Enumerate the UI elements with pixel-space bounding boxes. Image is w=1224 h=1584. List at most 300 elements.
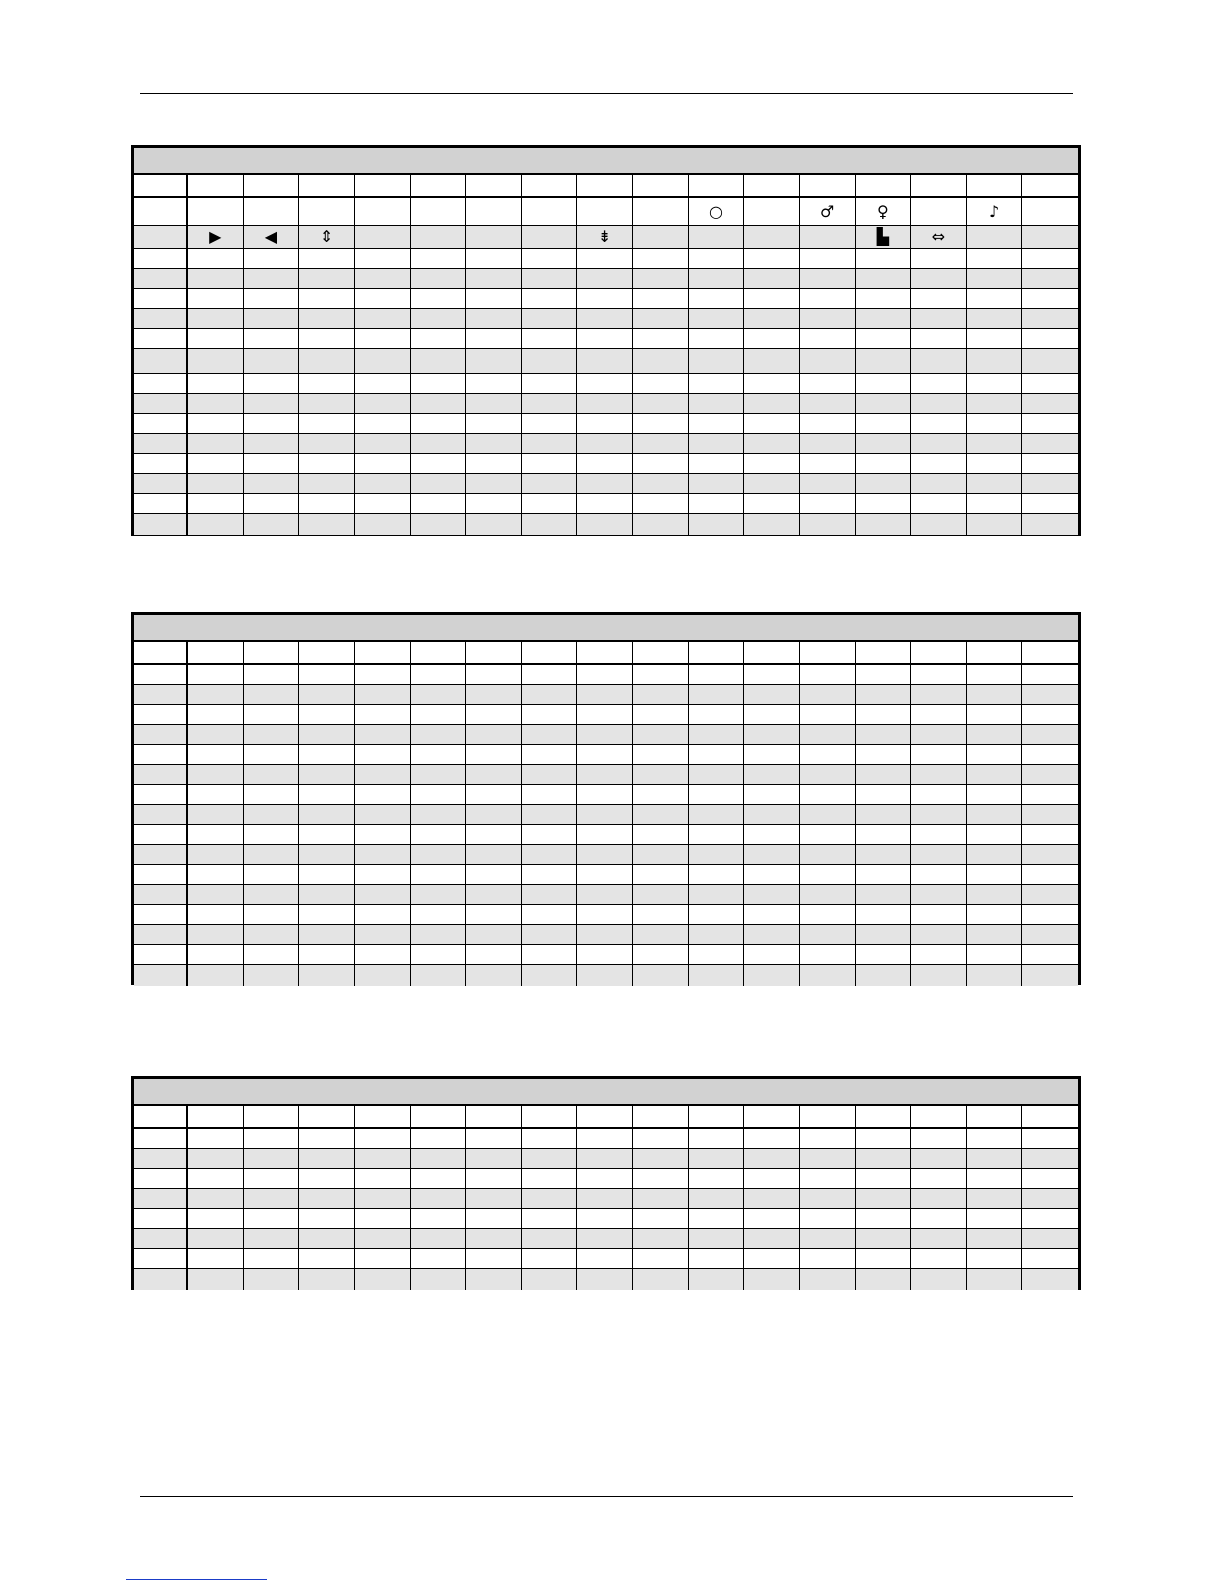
table-cell bbox=[299, 642, 355, 663]
table-cell bbox=[689, 885, 745, 904]
table-cell bbox=[856, 1106, 912, 1127]
table-cell bbox=[466, 785, 522, 804]
table-cell bbox=[244, 474, 300, 493]
table-cell bbox=[522, 825, 578, 844]
table-cell bbox=[1022, 825, 1078, 844]
table-cell bbox=[299, 765, 355, 784]
table-cell bbox=[244, 805, 300, 824]
table-cell bbox=[188, 785, 244, 804]
table-cell bbox=[967, 865, 1023, 884]
play-left-icon: ◀ bbox=[244, 226, 300, 248]
table-cell bbox=[911, 765, 967, 784]
male-sign-icon: ♂ bbox=[800, 198, 856, 225]
table-cell bbox=[967, 329, 1023, 348]
table-cell bbox=[411, 226, 467, 248]
table-cell bbox=[411, 1229, 467, 1248]
table-cell bbox=[522, 198, 578, 225]
table-cell bbox=[411, 249, 467, 268]
table-cell bbox=[1022, 745, 1078, 764]
table-cell bbox=[911, 434, 967, 453]
table-cell bbox=[689, 349, 745, 373]
table-cell bbox=[577, 474, 633, 493]
table-cell bbox=[577, 725, 633, 744]
table-cell bbox=[800, 745, 856, 764]
character-table-2 bbox=[131, 612, 1081, 985]
row-label-cell bbox=[134, 329, 188, 348]
table-cell bbox=[689, 745, 745, 764]
table-cell bbox=[689, 289, 745, 308]
table-cell bbox=[633, 725, 689, 744]
table-cell bbox=[466, 394, 522, 413]
table-cell bbox=[466, 1129, 522, 1148]
table-row bbox=[134, 805, 1078, 825]
table-cell bbox=[244, 845, 300, 864]
table-cell bbox=[244, 965, 300, 986]
table-cell bbox=[967, 965, 1023, 986]
table-row bbox=[134, 1149, 1078, 1169]
table-row bbox=[134, 745, 1078, 765]
table-cell bbox=[522, 945, 578, 964]
table-cell bbox=[633, 269, 689, 288]
table-cell bbox=[967, 349, 1023, 373]
table-cell bbox=[633, 1169, 689, 1188]
table-cell bbox=[355, 1189, 411, 1208]
table-cell bbox=[689, 905, 745, 924]
table-cell bbox=[522, 269, 578, 288]
table-cell bbox=[577, 925, 633, 944]
table-cell bbox=[299, 309, 355, 328]
table-cell bbox=[856, 1189, 912, 1208]
page-down-icon: ⇟ bbox=[577, 226, 633, 248]
table-cell bbox=[633, 349, 689, 373]
table-cell bbox=[1022, 1106, 1078, 1127]
table-cell bbox=[967, 805, 1023, 824]
table-row bbox=[134, 925, 1078, 945]
table-cell bbox=[577, 885, 633, 904]
table-cell bbox=[411, 905, 467, 924]
table-cell bbox=[1022, 374, 1078, 393]
table-cell bbox=[355, 1249, 411, 1268]
table-cell bbox=[800, 1149, 856, 1168]
table-cell bbox=[299, 945, 355, 964]
row-label-cell bbox=[134, 175, 188, 196]
table-cell bbox=[967, 685, 1023, 704]
table-cell bbox=[188, 925, 244, 944]
table-cell bbox=[911, 805, 967, 824]
table-cell bbox=[911, 965, 967, 986]
table-cell bbox=[633, 905, 689, 924]
table-cell bbox=[1022, 845, 1078, 864]
table-cell bbox=[967, 374, 1023, 393]
table-cell bbox=[967, 925, 1023, 944]
table-cell bbox=[355, 765, 411, 784]
table-cell bbox=[800, 965, 856, 986]
table-row bbox=[134, 349, 1078, 374]
table-cell bbox=[577, 249, 633, 268]
table-cell bbox=[633, 226, 689, 248]
table-cell bbox=[911, 725, 967, 744]
table-cell bbox=[633, 198, 689, 225]
table-cell bbox=[522, 745, 578, 764]
table-cell bbox=[800, 454, 856, 473]
table-cell bbox=[633, 885, 689, 904]
female-sign-icon: ♀ bbox=[856, 198, 912, 225]
table-cell bbox=[355, 665, 411, 684]
table-cell bbox=[967, 945, 1023, 964]
table-cell bbox=[466, 514, 522, 535]
table-cell bbox=[355, 865, 411, 884]
table-cell bbox=[911, 474, 967, 493]
table-cell bbox=[856, 1149, 912, 1168]
table-cell bbox=[633, 1129, 689, 1148]
table-cell bbox=[244, 1169, 300, 1188]
row-label-cell bbox=[134, 885, 188, 904]
table-cell bbox=[577, 349, 633, 373]
table-cell bbox=[577, 394, 633, 413]
table-cell bbox=[188, 805, 244, 824]
table-cell bbox=[188, 1189, 244, 1208]
table-row bbox=[134, 374, 1078, 394]
table-cell bbox=[1022, 1209, 1078, 1228]
table-cell bbox=[522, 1229, 578, 1248]
table-cell bbox=[466, 845, 522, 864]
table-cell bbox=[577, 1169, 633, 1188]
table-cell bbox=[188, 349, 244, 373]
table-cell bbox=[244, 434, 300, 453]
table-cell bbox=[299, 1106, 355, 1127]
table-cell bbox=[633, 845, 689, 864]
table-cell bbox=[522, 1209, 578, 1228]
table-cell bbox=[522, 1249, 578, 1268]
table-cell bbox=[577, 1229, 633, 1248]
table-cell bbox=[466, 925, 522, 944]
table-cell bbox=[911, 705, 967, 724]
table-cell bbox=[689, 685, 745, 704]
table-cell bbox=[411, 394, 467, 413]
table-cell bbox=[689, 474, 745, 493]
table-cell bbox=[744, 394, 800, 413]
table-cell bbox=[466, 309, 522, 328]
table-cell bbox=[466, 765, 522, 784]
table-cell bbox=[856, 474, 912, 493]
table-cell bbox=[856, 905, 912, 924]
table-cell bbox=[967, 1129, 1023, 1148]
table-cell bbox=[1022, 226, 1078, 248]
table-cell bbox=[522, 705, 578, 724]
table-cell bbox=[577, 805, 633, 824]
music-note-icon: ♪ bbox=[967, 198, 1023, 225]
table-cell bbox=[188, 685, 244, 704]
table-cell bbox=[577, 825, 633, 844]
table-cell bbox=[744, 1209, 800, 1228]
table-cell bbox=[689, 434, 745, 453]
table-cell bbox=[299, 785, 355, 804]
table-cell bbox=[188, 414, 244, 433]
table-cell bbox=[967, 1249, 1023, 1268]
table-cell bbox=[689, 1249, 745, 1268]
table-cell bbox=[355, 514, 411, 535]
row-label-cell bbox=[134, 309, 188, 328]
table-cell bbox=[577, 865, 633, 884]
table-cell bbox=[744, 1229, 800, 1248]
table-cell bbox=[911, 198, 967, 225]
row-label-cell bbox=[134, 1269, 188, 1290]
table-cell bbox=[689, 1269, 745, 1290]
table-cell bbox=[856, 765, 912, 784]
table-cell bbox=[689, 765, 745, 784]
table-row bbox=[134, 865, 1078, 885]
table-cell bbox=[856, 685, 912, 704]
table-cell bbox=[188, 945, 244, 964]
table-cell bbox=[744, 705, 800, 724]
table-cell bbox=[244, 945, 300, 964]
table-cell bbox=[466, 945, 522, 964]
table-cell bbox=[967, 394, 1023, 413]
table-cell bbox=[856, 434, 912, 453]
row-label-cell bbox=[134, 845, 188, 864]
table-cell bbox=[744, 1269, 800, 1290]
table-cell bbox=[299, 1229, 355, 1248]
table-cell bbox=[800, 785, 856, 804]
table-cell bbox=[355, 374, 411, 393]
table-cell bbox=[744, 745, 800, 764]
table-cell bbox=[577, 745, 633, 764]
table-cell bbox=[577, 642, 633, 663]
table-cell bbox=[800, 1269, 856, 1290]
table-cell bbox=[244, 198, 300, 225]
table-cell bbox=[522, 394, 578, 413]
table-cell bbox=[411, 1249, 467, 1268]
table-cell bbox=[689, 1189, 745, 1208]
table-cell bbox=[466, 414, 522, 433]
table-cell bbox=[577, 1249, 633, 1268]
table-cell bbox=[744, 249, 800, 268]
table-cell bbox=[911, 329, 967, 348]
table-cell bbox=[299, 685, 355, 704]
table-cell bbox=[577, 289, 633, 308]
row-label-cell bbox=[134, 289, 188, 308]
row-label-cell bbox=[134, 765, 188, 784]
table-cell bbox=[188, 494, 244, 513]
table-cell bbox=[244, 1149, 300, 1168]
row-label-cell bbox=[134, 394, 188, 413]
table-cell bbox=[355, 965, 411, 986]
table-cell bbox=[466, 705, 522, 724]
table-cell bbox=[411, 1189, 467, 1208]
table-cell bbox=[911, 494, 967, 513]
table-cell bbox=[188, 825, 244, 844]
table-row bbox=[134, 434, 1078, 454]
table-cell bbox=[244, 269, 300, 288]
row-label-cell bbox=[134, 1149, 188, 1168]
table-cell bbox=[466, 665, 522, 684]
table-cell bbox=[299, 494, 355, 513]
table-cell bbox=[744, 665, 800, 684]
table-cell bbox=[299, 1209, 355, 1228]
table-cell bbox=[411, 965, 467, 986]
table-cell bbox=[188, 249, 244, 268]
row-label-cell bbox=[134, 965, 188, 986]
table-cell bbox=[244, 514, 300, 535]
table-cell bbox=[355, 925, 411, 944]
table-cell bbox=[633, 765, 689, 784]
table-cell bbox=[522, 289, 578, 308]
table-cell bbox=[967, 885, 1023, 904]
table-cell bbox=[299, 434, 355, 453]
table-row bbox=[134, 309, 1078, 329]
table-cell bbox=[800, 329, 856, 348]
table-cell bbox=[244, 825, 300, 844]
table-cell bbox=[355, 309, 411, 328]
table-cell bbox=[633, 705, 689, 724]
table-cell bbox=[856, 269, 912, 288]
table-cell bbox=[633, 434, 689, 453]
table-cell bbox=[355, 494, 411, 513]
table-cell bbox=[577, 434, 633, 453]
table-cell bbox=[244, 374, 300, 393]
table-cell bbox=[355, 845, 411, 864]
row-label-cell bbox=[134, 805, 188, 824]
table-cell bbox=[1022, 765, 1078, 784]
table-cell bbox=[299, 454, 355, 473]
table-cell bbox=[856, 349, 912, 373]
table-cell bbox=[744, 329, 800, 348]
table-cell bbox=[355, 1149, 411, 1168]
table-cell bbox=[967, 765, 1023, 784]
table-cell bbox=[1022, 249, 1078, 268]
table-cell bbox=[911, 1229, 967, 1248]
table-cell bbox=[800, 705, 856, 724]
table-cell bbox=[577, 1189, 633, 1208]
table-cell bbox=[744, 945, 800, 964]
table-cell bbox=[355, 785, 411, 804]
table-cell bbox=[689, 1209, 745, 1228]
table-cell bbox=[633, 825, 689, 844]
table-row bbox=[134, 905, 1078, 925]
table-cell bbox=[689, 845, 745, 864]
row-label-cell bbox=[134, 198, 188, 225]
table-cell bbox=[967, 1229, 1023, 1248]
table-cell bbox=[856, 309, 912, 328]
table-cell bbox=[577, 965, 633, 986]
table-cell bbox=[911, 269, 967, 288]
table-cell bbox=[522, 642, 578, 663]
table-cell bbox=[522, 414, 578, 433]
table-cell bbox=[967, 494, 1023, 513]
table-cell bbox=[299, 1169, 355, 1188]
table-cell bbox=[244, 454, 300, 473]
table-cell bbox=[355, 642, 411, 663]
table-cell bbox=[856, 785, 912, 804]
table-cell bbox=[856, 1169, 912, 1188]
table-cell bbox=[800, 374, 856, 393]
table-cell bbox=[744, 434, 800, 453]
table-cell bbox=[299, 289, 355, 308]
table-cell bbox=[911, 925, 967, 944]
table-cell bbox=[577, 374, 633, 393]
table-cell bbox=[911, 845, 967, 864]
table-cell bbox=[911, 454, 967, 473]
table-cell bbox=[744, 226, 800, 248]
table-cell bbox=[188, 745, 244, 764]
table-cell bbox=[522, 309, 578, 328]
table-cell bbox=[744, 494, 800, 513]
table-cell bbox=[1022, 514, 1078, 535]
table-cell bbox=[967, 845, 1023, 864]
table-row bbox=[134, 1189, 1078, 1209]
table-cell bbox=[188, 845, 244, 864]
table-cell bbox=[856, 725, 912, 744]
row-label-cell bbox=[134, 1106, 188, 1127]
table-cell bbox=[577, 905, 633, 924]
table-cell bbox=[856, 845, 912, 864]
table-cell bbox=[299, 1269, 355, 1290]
table-cell bbox=[188, 289, 244, 308]
table-cell bbox=[967, 1189, 1023, 1208]
table-cell bbox=[633, 474, 689, 493]
table-cell bbox=[689, 865, 745, 884]
table-cell bbox=[967, 434, 1023, 453]
table-cell bbox=[689, 309, 745, 328]
table-cell bbox=[299, 885, 355, 904]
table-cell bbox=[299, 349, 355, 373]
table-cell bbox=[1022, 785, 1078, 804]
table-cell bbox=[355, 394, 411, 413]
row-label-cell bbox=[134, 825, 188, 844]
table-cell bbox=[244, 329, 300, 348]
table-cell bbox=[244, 175, 300, 196]
table-cell bbox=[689, 329, 745, 348]
table-cell bbox=[911, 825, 967, 844]
table-cell bbox=[577, 454, 633, 473]
table-cell bbox=[522, 885, 578, 904]
table-cell bbox=[299, 845, 355, 864]
table-cell bbox=[577, 945, 633, 964]
table-cell bbox=[800, 249, 856, 268]
table-cell bbox=[689, 925, 745, 944]
table-cell bbox=[856, 642, 912, 663]
table-cell bbox=[466, 805, 522, 824]
table-cell bbox=[244, 865, 300, 884]
table-cell bbox=[466, 1229, 522, 1248]
table-cell bbox=[967, 454, 1023, 473]
table-cell bbox=[689, 825, 745, 844]
table-cell bbox=[355, 434, 411, 453]
table-cell bbox=[689, 226, 745, 248]
table-cell bbox=[244, 394, 300, 413]
table-cell bbox=[188, 725, 244, 744]
table-cell bbox=[522, 1149, 578, 1168]
table-cell bbox=[522, 494, 578, 513]
row-label-cell bbox=[134, 226, 188, 248]
table-cell bbox=[633, 309, 689, 328]
table-cell bbox=[1022, 925, 1078, 944]
table-cell bbox=[355, 725, 411, 744]
table-cell bbox=[800, 226, 856, 248]
row-label-cell bbox=[134, 725, 188, 744]
row-label-cell bbox=[134, 642, 188, 663]
table-cell bbox=[244, 309, 300, 328]
table-cell bbox=[466, 249, 522, 268]
table-row bbox=[134, 765, 1078, 785]
table-cell bbox=[856, 805, 912, 824]
footer-link-underline[interactable] bbox=[126, 1579, 267, 1580]
table-cell bbox=[299, 905, 355, 924]
table-cell bbox=[633, 329, 689, 348]
table-cell bbox=[355, 454, 411, 473]
table-cell bbox=[967, 514, 1023, 535]
table-cell bbox=[188, 1209, 244, 1228]
